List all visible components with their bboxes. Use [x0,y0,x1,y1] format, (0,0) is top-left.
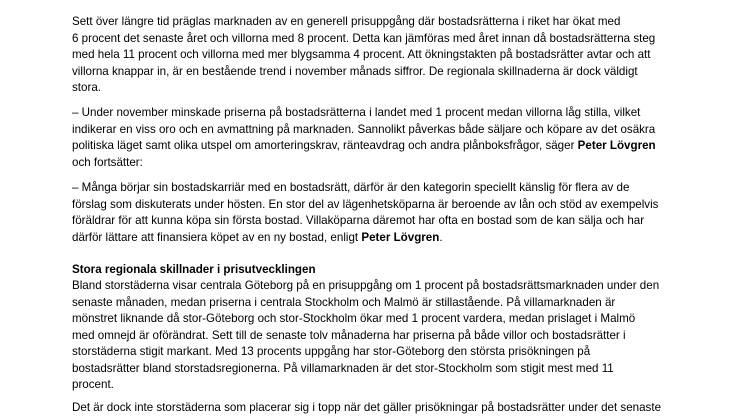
paragraph-quote-1 [72,105,692,171]
text-line [72,138,692,155]
paragraph-regional [72,278,692,394]
text-line: senaste månaden, medan priserna i centrala Stockholm och Malmö är stillastående. På villamarknaden är [72,295,616,309]
text-line: villorna knappar in, är en bestående trend i november månads siffror. De regionala skillnaderna är dock väldigt [72,64,638,78]
paragraph-top-cities [72,400,692,417]
text-line: stora. [72,81,101,94]
speaker-name: Peter Lövgren [361,230,440,244]
text-line: indikerar en viss oro och en avmattning på marknaden. Sannolikt påverkas både säljare och köpare av det osäkra [72,122,656,136]
text-line: Sett över längre tid präglas marknaden av en generell prisuppgång där bostadsrätterna i riket har ökat med [72,15,621,28]
text-line: – Under november minskade priserna på bostadsrätterna i landet med 1 procent medan villorna låg stilla, vilket [72,106,641,119]
text-line: med omnejd är oförändrat. Sett till de senaste tolv månaderna har priserna på både villor och bostadsrätter i [72,328,626,342]
text-line: Bland storstäderna visar centrala Göteborg på en prisuppgång om 1 procent på bostadsrättsmarknaden under den [72,279,660,292]
paragraph-intro [72,14,692,97]
text-line: förslag som diskuterats under hösten. En stor del av lägenhetsköparna är beroende av lån och stöd av exempelvis [72,197,659,211]
text-line: 6 procent det senaste året och villorna med 8 procent. Detta kan jämföras med året innan då bostadsrätterna steg [72,31,656,45]
text-line [72,230,692,247]
text-line: och fortsätter: [72,155,143,169]
text-line: storstäderna stigit markant. Med 13 procents uppgång har stor-Göteborg den största prisökningen på [72,345,591,358]
text-line: procent. [72,378,114,391]
paragraph-quote-2 [72,180,692,246]
text-line: med hela 11 procent och villorna med mer blygsamma 4 procent. Att ökningstakten på bostadsrätter avtar och att [72,48,651,61]
speaker-name: Peter Lövgren [577,139,656,152]
text-line: mönstret liknande då stor-Göteborg och stor-Stockholm ökar med 1 procent vardera, medan prislaget i Malmö [72,312,636,325]
text-segment: politiska läget samt olika utspel om amorteringskrav, ränteavdrag och andra plånboksfrågor, säger [72,139,578,152]
text-segment: därför lättare att finansiera köpet av en ny bostad, enligt [72,230,362,244]
section-heading: Stora regionala skillnader i prisutvecklingen [72,263,316,276]
text-line: – Många börjar sin bostadskarriär med en bostadsrätt, därför är den kategorin speciellt känslig för flera av de [72,181,630,194]
text-line: föräldrar för att kunna köpa sin första bostad. Villaköparna däremot har ofta en bostad som de kan sälja och har [72,214,645,227]
text-line: bostadsrätter bland storstadsregionerna. På villamarknaden är det stor-Stockholm som stigit mest med 11 [72,361,614,375]
text-segment: . [439,230,443,244]
text-line: Det är dock inte storstäderna som placerar sig i topp när det gäller prisökningar på bostadsrätter under det senaste [72,401,662,414]
